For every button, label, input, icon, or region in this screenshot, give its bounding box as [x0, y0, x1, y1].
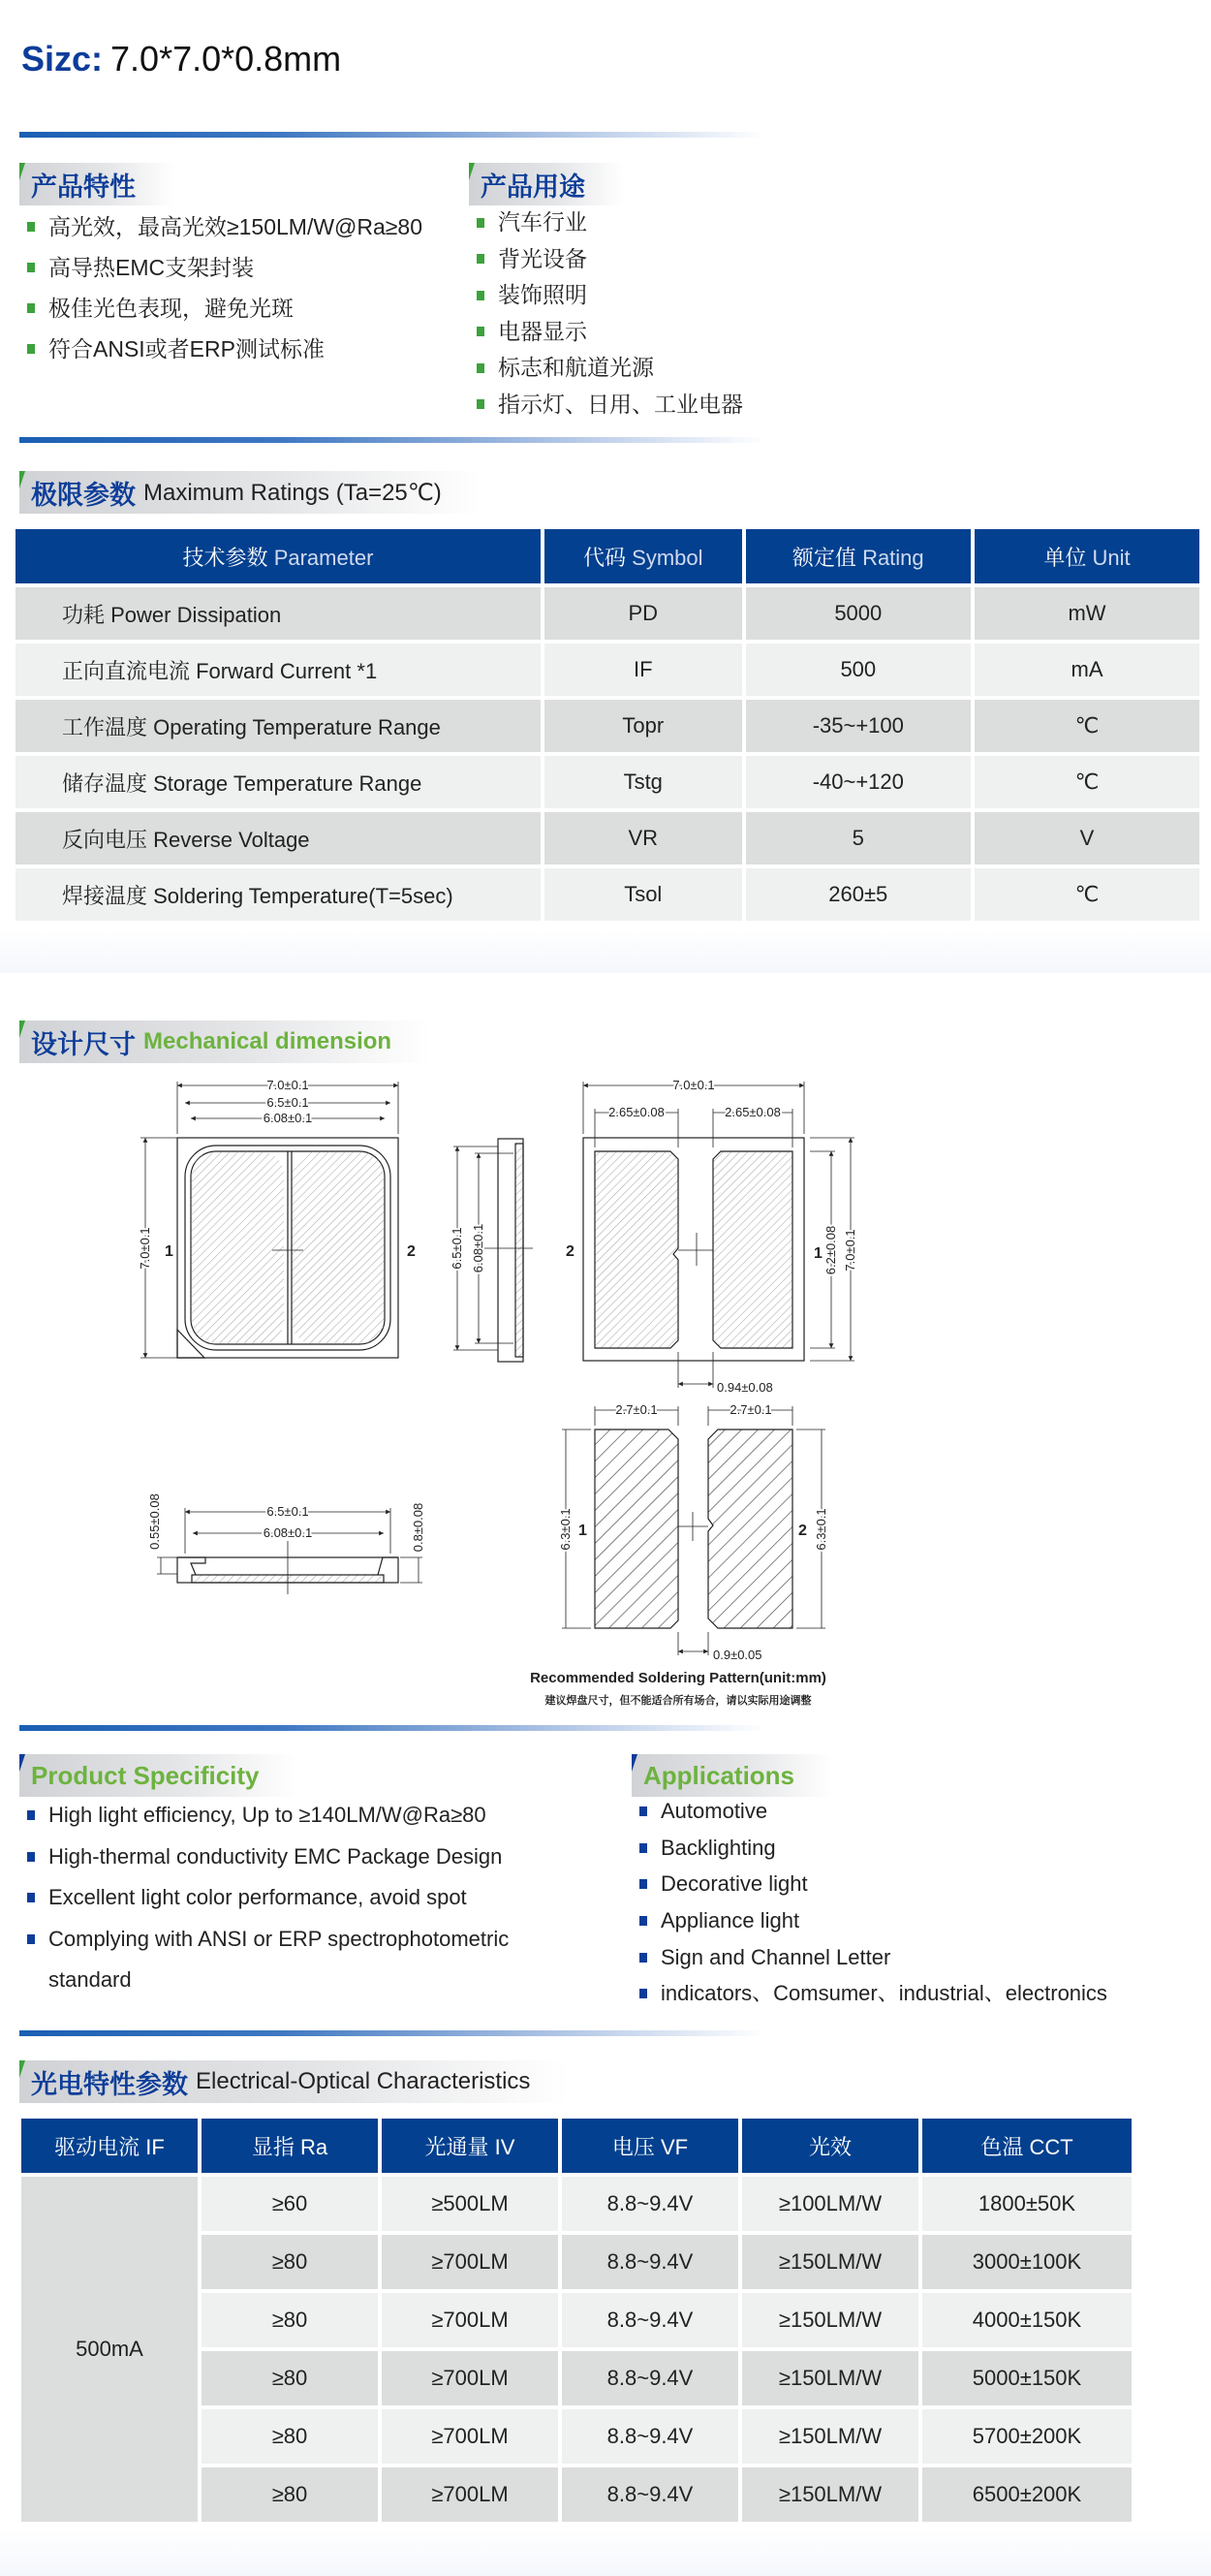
cell-iv: ≥700LM [382, 2293, 558, 2347]
cell-iv: ≥700LM [382, 2235, 558, 2289]
table-header-row [16, 529, 1199, 583]
mechanical-heading [19, 1021, 430, 1063]
cell-ra: ≥80 [202, 2293, 378, 2347]
pin-label: 1 [165, 1243, 173, 1260]
list-item: Backlighting [632, 1830, 1107, 1867]
pin-label: 2 [566, 1243, 574, 1260]
solder-caption-en: Recommended Soldering Pattern(unit:mm) [530, 1670, 826, 1686]
pin-label: 2 [798, 1523, 807, 1539]
table-row [16, 868, 1199, 921]
solder-caption-cn: 建议焊盘尺寸，但不能适合所有场合，请以实际用途调整 [544, 1695, 812, 1707]
cell-ra: ≥80 [202, 2235, 378, 2289]
list-item: 高光效，最高光效≥150LM/W@Ra≥80 [19, 206, 422, 247]
cell-drive-current: 500mA [21, 2177, 198, 2522]
section-divider [19, 2030, 765, 2036]
cell-vf: 8.8~9.4V [562, 2351, 738, 2405]
col-header-ra: 显指 Ra [202, 2119, 378, 2173]
cell-efficacy: ≥150LM/W [742, 2235, 918, 2289]
eo-heading [19, 2060, 569, 2103]
col-header-rating: 额定值 Rating [746, 529, 972, 583]
cell-ra: ≥80 [202, 2467, 378, 2522]
cell-ra: ≥80 [202, 2351, 378, 2405]
applications-cn-list [469, 204, 743, 423]
col-header-iv: 光通量 IV [382, 2119, 558, 2173]
table-row [16, 756, 1199, 808]
pin-label: 1 [814, 1245, 823, 1262]
cell-vf: 8.8~9.4V [562, 2177, 738, 2231]
list-item: 电器显示 [469, 314, 743, 351]
cell-param: 正向直流电流 Forward Current *1 [16, 644, 541, 696]
col-header-cct: 色温 CCT [922, 2119, 1132, 2173]
mechanical-drawing [0, 1066, 1211, 1715]
applications-en-list [632, 1793, 1107, 2012]
cell-iv: ≥700LM [382, 2409, 558, 2464]
dim-label: 7.0±0.1 [843, 1229, 857, 1272]
cell-vf: 8.8~9.4V [562, 2467, 738, 2522]
max-ratings-heading [19, 471, 481, 514]
features-en-list [19, 1795, 509, 2001]
dim-label: 0.8±0.08 [411, 1502, 425, 1553]
cell-vf: 8.8~9.4V [562, 2293, 738, 2347]
dim-label: 7.0±0.1 [672, 1078, 715, 1092]
list-item: 标志和航道光源 [469, 350, 743, 387]
list-item: Decorative light [632, 1866, 1107, 1902]
cell-unit: mW [975, 587, 1199, 640]
size-label: Sizc: [21, 39, 104, 79]
dim-label: 6.08±0.1 [263, 1525, 313, 1540]
cell-cct: 4000±150K [922, 2293, 1132, 2347]
background-band [0, 930, 1211, 973]
mechanical-title-en: Mechanical dimension [143, 1028, 392, 1054]
max-ratings-title-en: Maximum Ratings (Ta=25℃) [143, 479, 442, 506]
cell-symbol: Topr [544, 700, 742, 752]
cell-symbol: IF [544, 644, 742, 696]
col-header-unit: 单位 Unit [975, 529, 1199, 583]
dim-label: 2.65±0.08 [608, 1105, 665, 1119]
table-row [16, 644, 1199, 696]
side-view [453, 1139, 533, 1362]
list-item: indicators、Comsumer、industrial、electronics [632, 1975, 1107, 2012]
col-header-parameter: 技术参数 Parameter [16, 529, 541, 583]
cell-unit: ℃ [975, 756, 1199, 808]
cell-cct: 3000±100K [922, 2235, 1132, 2289]
dim-label: 2.65±0.08 [725, 1105, 781, 1119]
table-row [21, 2177, 1132, 2231]
cell-vf: 8.8~9.4V [562, 2409, 738, 2464]
cell-param: 反向电压 Reverse Voltage [16, 812, 541, 864]
list-item: 装饰照明 [469, 277, 743, 314]
applications-cn-title: 产品用途 [481, 172, 585, 202]
cell-symbol: Tsol [544, 868, 742, 921]
list-item: 高导热EMC支架封装 [19, 247, 422, 288]
table-row [16, 587, 1199, 640]
pin-label: 2 [407, 1243, 416, 1260]
cell-rating: 5 [746, 812, 972, 864]
dim-label: 7.0±0.1 [138, 1227, 152, 1270]
features-en-heading [19, 1754, 298, 1797]
list-item: Automotive [632, 1793, 1107, 1830]
list-item: 背光设备 [469, 241, 743, 278]
cell-rating: 260±5 [746, 868, 972, 921]
cell-ra: ≥60 [202, 2177, 378, 2231]
dim-label: 2.7±0.1 [730, 1402, 772, 1417]
cell-symbol: PD [544, 587, 742, 640]
list-item: High light efficiency, Up to ≥140LM/W@Ra≥80 [19, 1795, 509, 1837]
col-header-efficacy: 光效 [742, 2119, 918, 2173]
eo-table [17, 2115, 1135, 2526]
dim-label: 6.5±0.1 [266, 1095, 309, 1110]
table-header-row [21, 2119, 1132, 2173]
cell-iv: ≥700LM [382, 2467, 558, 2522]
applications-cn-heading [469, 163, 624, 205]
cell-efficacy: ≥150LM/W [742, 2351, 918, 2405]
background-band [0, 2529, 1211, 2576]
col-header-if: 驱动电流 IF [21, 2119, 198, 2173]
features-cn-heading [19, 163, 174, 205]
list-item: Complying with ANSI or ERP spectrophotometric [19, 1919, 509, 1961]
solder-pattern [562, 1406, 825, 1655]
max-ratings-table [12, 525, 1203, 925]
cell-cct: 5700±200K [922, 2409, 1132, 2464]
cell-efficacy: ≥150LM/W [742, 2409, 918, 2464]
list-item: 指示灯、日用、工业电器 [469, 387, 743, 424]
cell-param: 焊接温度 Soldering Temperature(T=5sec) [16, 868, 541, 921]
dim-label: 0.94±0.08 [717, 1380, 773, 1395]
section-divider [19, 1725, 765, 1731]
cell-symbol: Tstg [544, 756, 742, 808]
cell-vf: 8.8~9.4V [562, 2235, 738, 2289]
list-item-continuation: standard [48, 1967, 132, 1992]
cell-efficacy: ≥150LM/W [742, 2467, 918, 2522]
dim-label: 7.0±0.1 [266, 1078, 309, 1092]
dim-label: 6.2±0.08 [823, 1225, 838, 1275]
list-item: 极佳光色表现，避免光斑 [19, 288, 422, 329]
front-view [157, 1508, 422, 1594]
list-item: Sign and Channel Letter [632, 1939, 1107, 1976]
cell-cct: 1800±50K [922, 2177, 1132, 2231]
cell-cct: 5000±150K [922, 2351, 1132, 2405]
cell-rating: 500 [746, 644, 972, 696]
section-divider [19, 437, 765, 443]
table-row [16, 700, 1199, 752]
dim-label: 6.08±0.1 [471, 1223, 485, 1273]
list-item: 符合ANSI或者ERP测试标准 [19, 329, 422, 369]
cell-unit: ℃ [975, 868, 1199, 921]
cell-rating: 5000 [746, 587, 972, 640]
cell-efficacy: ≥100LM/W [742, 2177, 918, 2231]
max-ratings-title-cn: 极限参数 [31, 480, 136, 510]
cell-unit: ℃ [975, 700, 1199, 752]
col-header-symbol: 代码 Symbol [544, 529, 742, 583]
size-value: 7.0*7.0*0.8mm [110, 39, 342, 79]
cell-efficacy: ≥150LM/W [742, 2293, 918, 2347]
dim-label: 0.55±0.08 [147, 1493, 162, 1550]
mechanical-title-cn: 设计尺寸 [31, 1029, 136, 1059]
features-en-title: Product Specificity [31, 1760, 260, 1790]
features-cn-title: 产品特性 [31, 172, 136, 202]
cell-rating: -35~+100 [746, 700, 972, 752]
cell-param: 功耗 Power Dissipation [16, 587, 541, 640]
size-title [21, 39, 341, 79]
list-item: 汽车行业 [469, 204, 743, 241]
list-item: High-thermal conductivity EMC Package Design [19, 1837, 509, 1878]
eo-title-cn: 光电特性参数 [31, 2069, 188, 2099]
cell-iv: ≥500LM [382, 2177, 558, 2231]
list-item: Excellent light color performance, avoid spot [19, 1877, 509, 1919]
cell-unit: V [975, 812, 1199, 864]
bottom-view [583, 1082, 854, 1388]
dim-label: 2.7±0.1 [615, 1402, 658, 1417]
dim-label: 0.9±0.05 [713, 1648, 762, 1662]
cell-param: 工作温度 Operating Temperature Range [16, 700, 541, 752]
col-header-vf: 电压 VF [562, 2119, 738, 2173]
section-divider [19, 132, 765, 138]
dim-label: 6.3±0.1 [558, 1508, 573, 1551]
cell-iv: ≥700LM [382, 2351, 558, 2405]
pin-label: 1 [578, 1523, 587, 1539]
dim-label: 6.08±0.1 [263, 1111, 313, 1125]
dim-label: 6.5±0.1 [450, 1227, 464, 1270]
dim-label: 6.5±0.1 [266, 1504, 309, 1519]
cell-rating: -40~+120 [746, 756, 972, 808]
cell-symbol: VR [544, 812, 742, 864]
cell-cct: 6500±200K [922, 2467, 1132, 2522]
features-cn-list [19, 206, 422, 369]
cell-ra: ≥80 [202, 2409, 378, 2464]
table-row [16, 812, 1199, 864]
cell-unit: mA [975, 644, 1199, 696]
applications-en-heading [632, 1754, 833, 1797]
list-item: Appliance light [632, 1902, 1107, 1939]
cell-param: 储存温度 Storage Temperature Range [16, 756, 541, 808]
applications-en-title: Applications [643, 1760, 795, 1790]
dim-label: 6.3±0.1 [814, 1508, 828, 1551]
eo-title-en: Electrical-Optical Characteristics [196, 2068, 531, 2094]
